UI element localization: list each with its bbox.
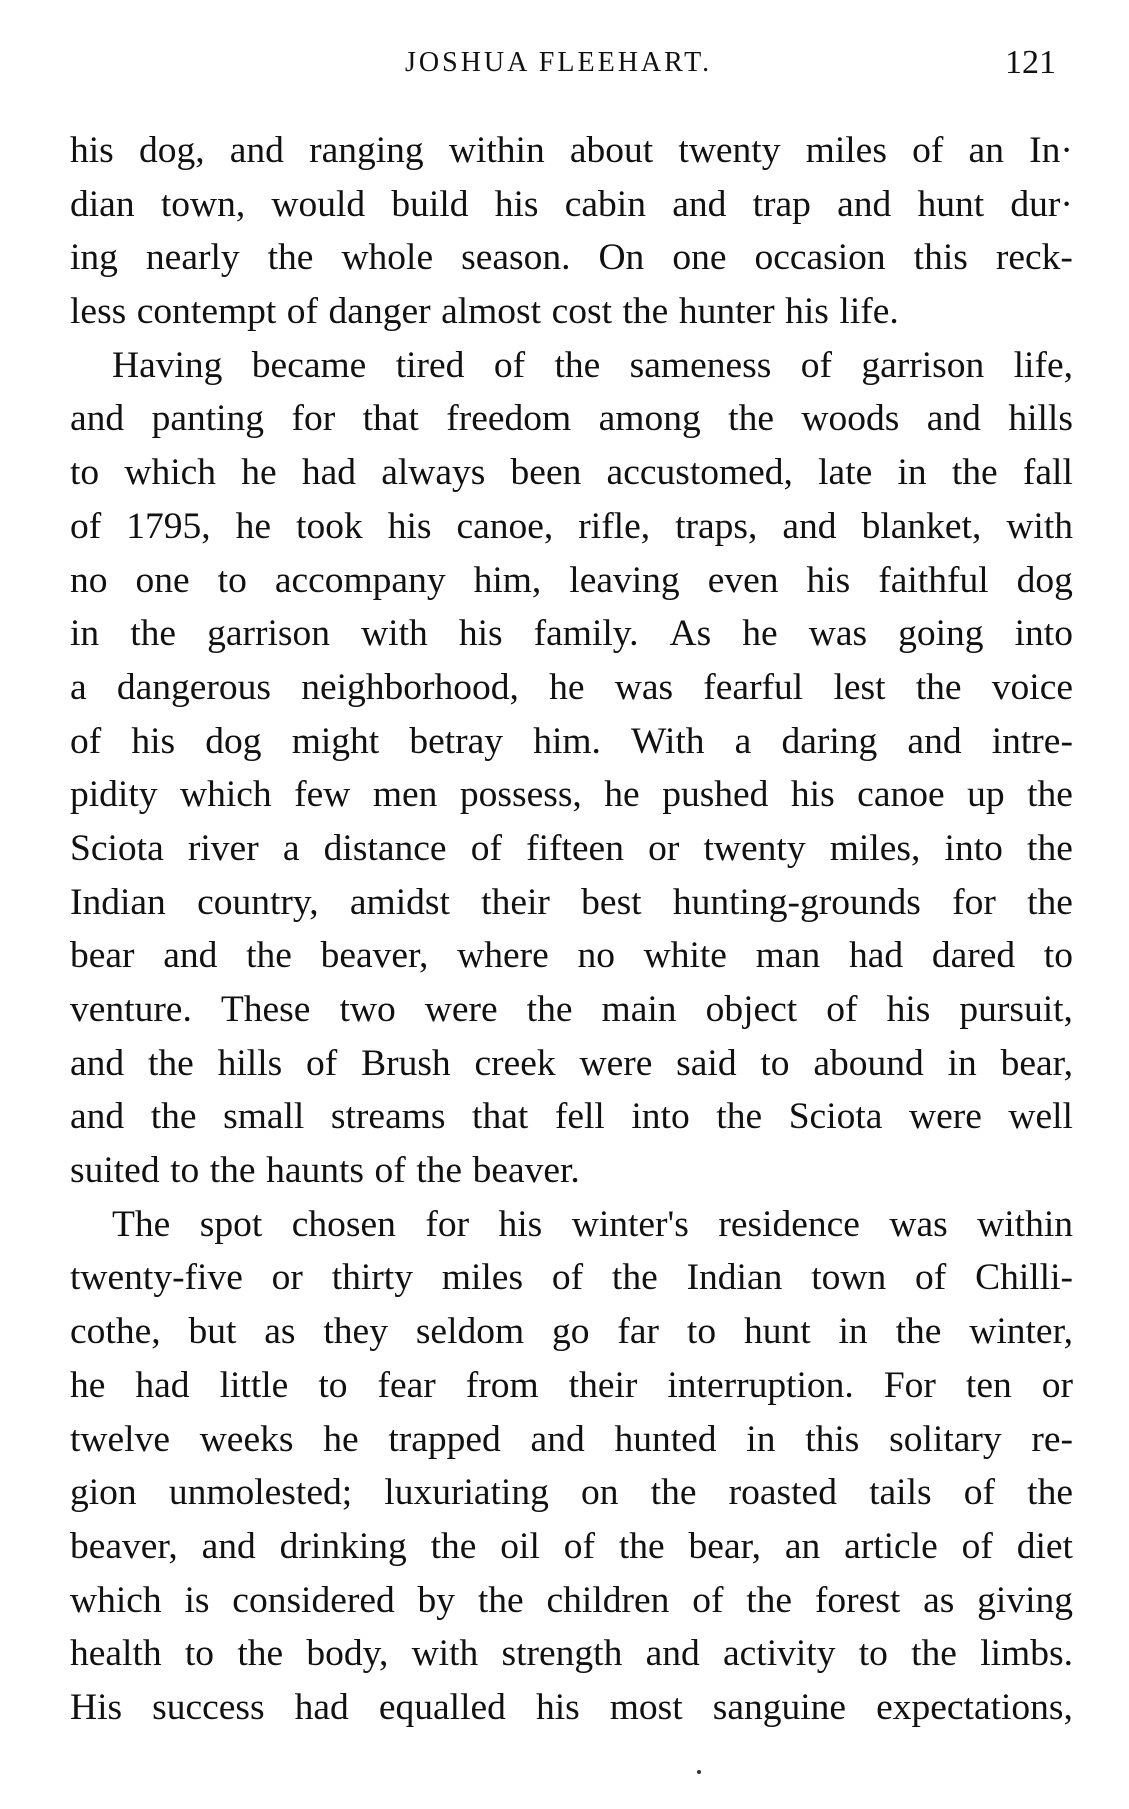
text-line: Sciota river a distance of fifteen or twenty miles, into the [70,827,1073,869]
running-title: JOSHUA FLEEHART. [405,47,713,78]
text-line: cothe, but as they seldom go far to hunt in the winter, [70,1311,1073,1353]
text-line: and panting for that freedom among the woods and hills [70,398,1073,440]
page-number: 121 [1005,44,1056,81]
text-line: twenty-five or thirty miles of the Indian town of Chilli- [70,1257,1073,1299]
text-line: suited to the haunts of the beaver. [70,1150,580,1192]
text-line: venture. These two were the main object of his pursuit, [70,989,1073,1030]
text-line: no one to accompany him, leaving even his faithful dog [70,559,1073,601]
text-line: twelve weeks he trapped and hunted in this solitary re- [70,1418,1073,1460]
text-line: his dog, and ranging within about twenty miles of an In· [70,130,1073,171]
text-line: bear and the beaver, where no white man had dared to [70,935,1073,977]
text-line: gion unmolested; luxuriating on the roasted tails of the [70,1472,1073,1514]
text-line: beaver, and drinking the oil of the bear, an article of diet [70,1525,1073,1567]
text-line: Indian country, amidst their best hunting-grounds for the [70,881,1073,923]
text-line: pidity which few men possess, he pushed his canoe up the [70,774,1073,816]
text-line: The spot chosen for his winter's residence was within [112,1203,1073,1245]
text-line: to which he had always been accustomed, late in the fall [70,452,1073,494]
text-line: in the garrison with his family. As he was going into [70,613,1073,655]
text-line: and the small streams that fell into the Sciota were well [70,1096,1073,1138]
printer-dot-mark [697,1770,701,1774]
text-line: dian town, would build his cabin and trap and hunt dur· [70,183,1073,225]
text-line: health to the body, with strength and activity to the limbs. [70,1633,1073,1675]
text-line: His success had equalled his most sanguine expectations, [70,1686,1073,1728]
text-line: and the hills of Brush creek were said to abound in bear, [70,1042,1073,1084]
body-text [70,124,1073,1735]
text-line: of his dog might betray him. With a daring and intre- [70,720,1073,762]
text-line: Having became tired of the sameness of garrison life, [112,344,1073,386]
text-line: which is considered by the children of the forest as giving [70,1579,1073,1621]
text-line: of 1795, he took his canoe, rifle, traps, and blanket, with [70,505,1073,547]
text-line: ing nearly the whole season. On one occasion this reck- [70,237,1073,279]
running-head [0,38,1129,88]
text-line: a dangerous neighborhood, he was fearful lest the voice [70,666,1073,708]
text-line: less contempt of danger almost cost the hunter his life. [70,291,899,333]
text-line: he had little to fear from their interruption. For ten or [70,1364,1073,1406]
